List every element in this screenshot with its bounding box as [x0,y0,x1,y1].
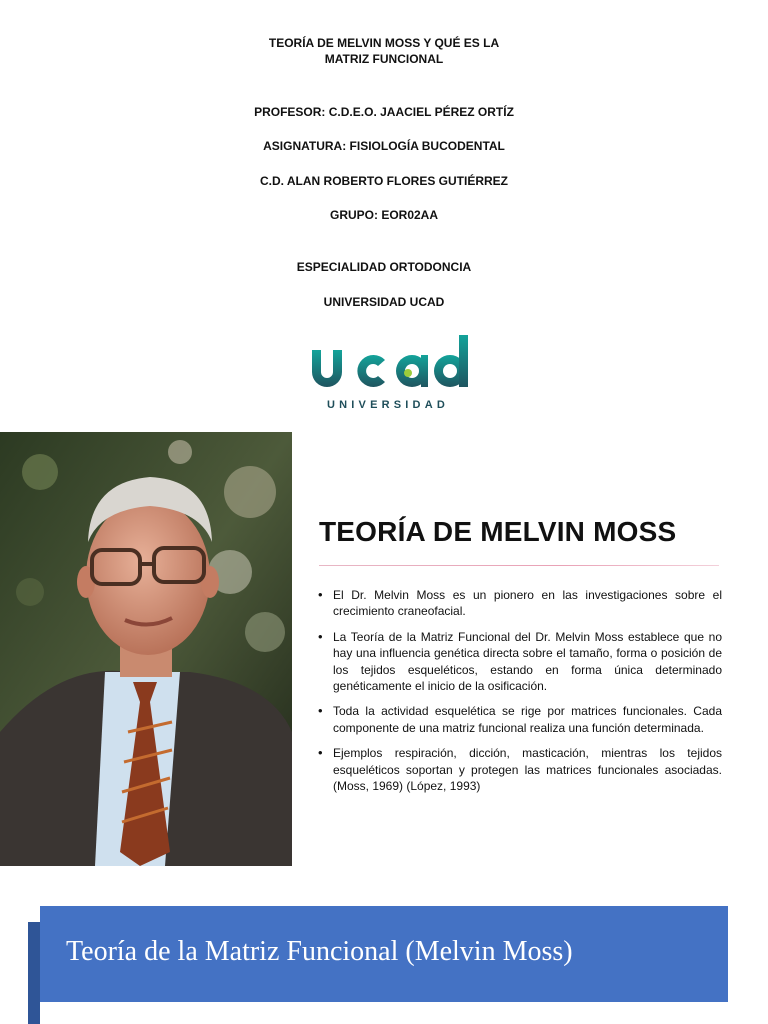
ucad-logo [300,330,480,415]
section-banner [0,880,768,1024]
bullet-item: • Ejemplos respiración, dicción, masticación, mientras los tejidos esqueléticos soportan y protegen las matrices funcionales asociadas. (Moss, 1969) (López, 1993) [316,745,722,794]
banner-box [40,906,728,1002]
portrait-photo [0,432,292,866]
bullet-item: • Toda la actividad esquelética se rige por matrices funcionales. Cada componente de una matriz funcional realiza una función determinada. [316,703,722,736]
cover-asignatura: ASIGNATURA: FISIOLOGÍA BUCODENTAL [263,139,505,153]
cover-page [0,0,768,430]
slide-title: TEORÍA DE MELVIN MOSS [319,516,677,547]
cover-title-line1: TEORÍA DE MELVIN MOSS Y QUÉ ES LA [268,36,500,50]
melvin-moss-slide [0,432,768,866]
cover-profesor: PROFESOR: C.D.E.O. JAACIEL PÉREZ ORTÍZ [254,105,514,119]
bullet-list [316,587,722,803]
cover-alumno: C.D. ALAN ROBERTO FLORES GUTIÉRREZ [259,174,508,188]
ucad-logo-subword: UNIVERSIDAD [327,399,449,411]
cover-grupo: GRUPO: EOR02AA [329,208,439,222]
cover-especialidad: ESPECIALIDAD ORTODONCIA [296,260,472,274]
banner-title: Teoría de la Matriz Funcional (Melvin Moss) [66,936,573,967]
portrait-photo-graphic [0,432,292,866]
bullet-item: • La Teoría de la Matriz Funcional del Dr. Melvin Moss establece que no hay una influencia genética directa sobre el tamaño, forma o posición de los tejidos esqueléticos, estando en forma única determinado genéticamente el inicio de la osificación. [316,629,722,695]
ucad-logo-graphic [300,330,480,415]
cover-title-line2: MATRIZ FUNCIONAL [324,52,444,66]
title-divider [319,565,719,566]
bullet-item: • El Dr. Melvin Moss es un pionero en las investigaciones sobre el crecimiento craneofacial. [316,587,722,620]
cover-universidad: UNIVERSIDAD UCAD [323,295,445,309]
